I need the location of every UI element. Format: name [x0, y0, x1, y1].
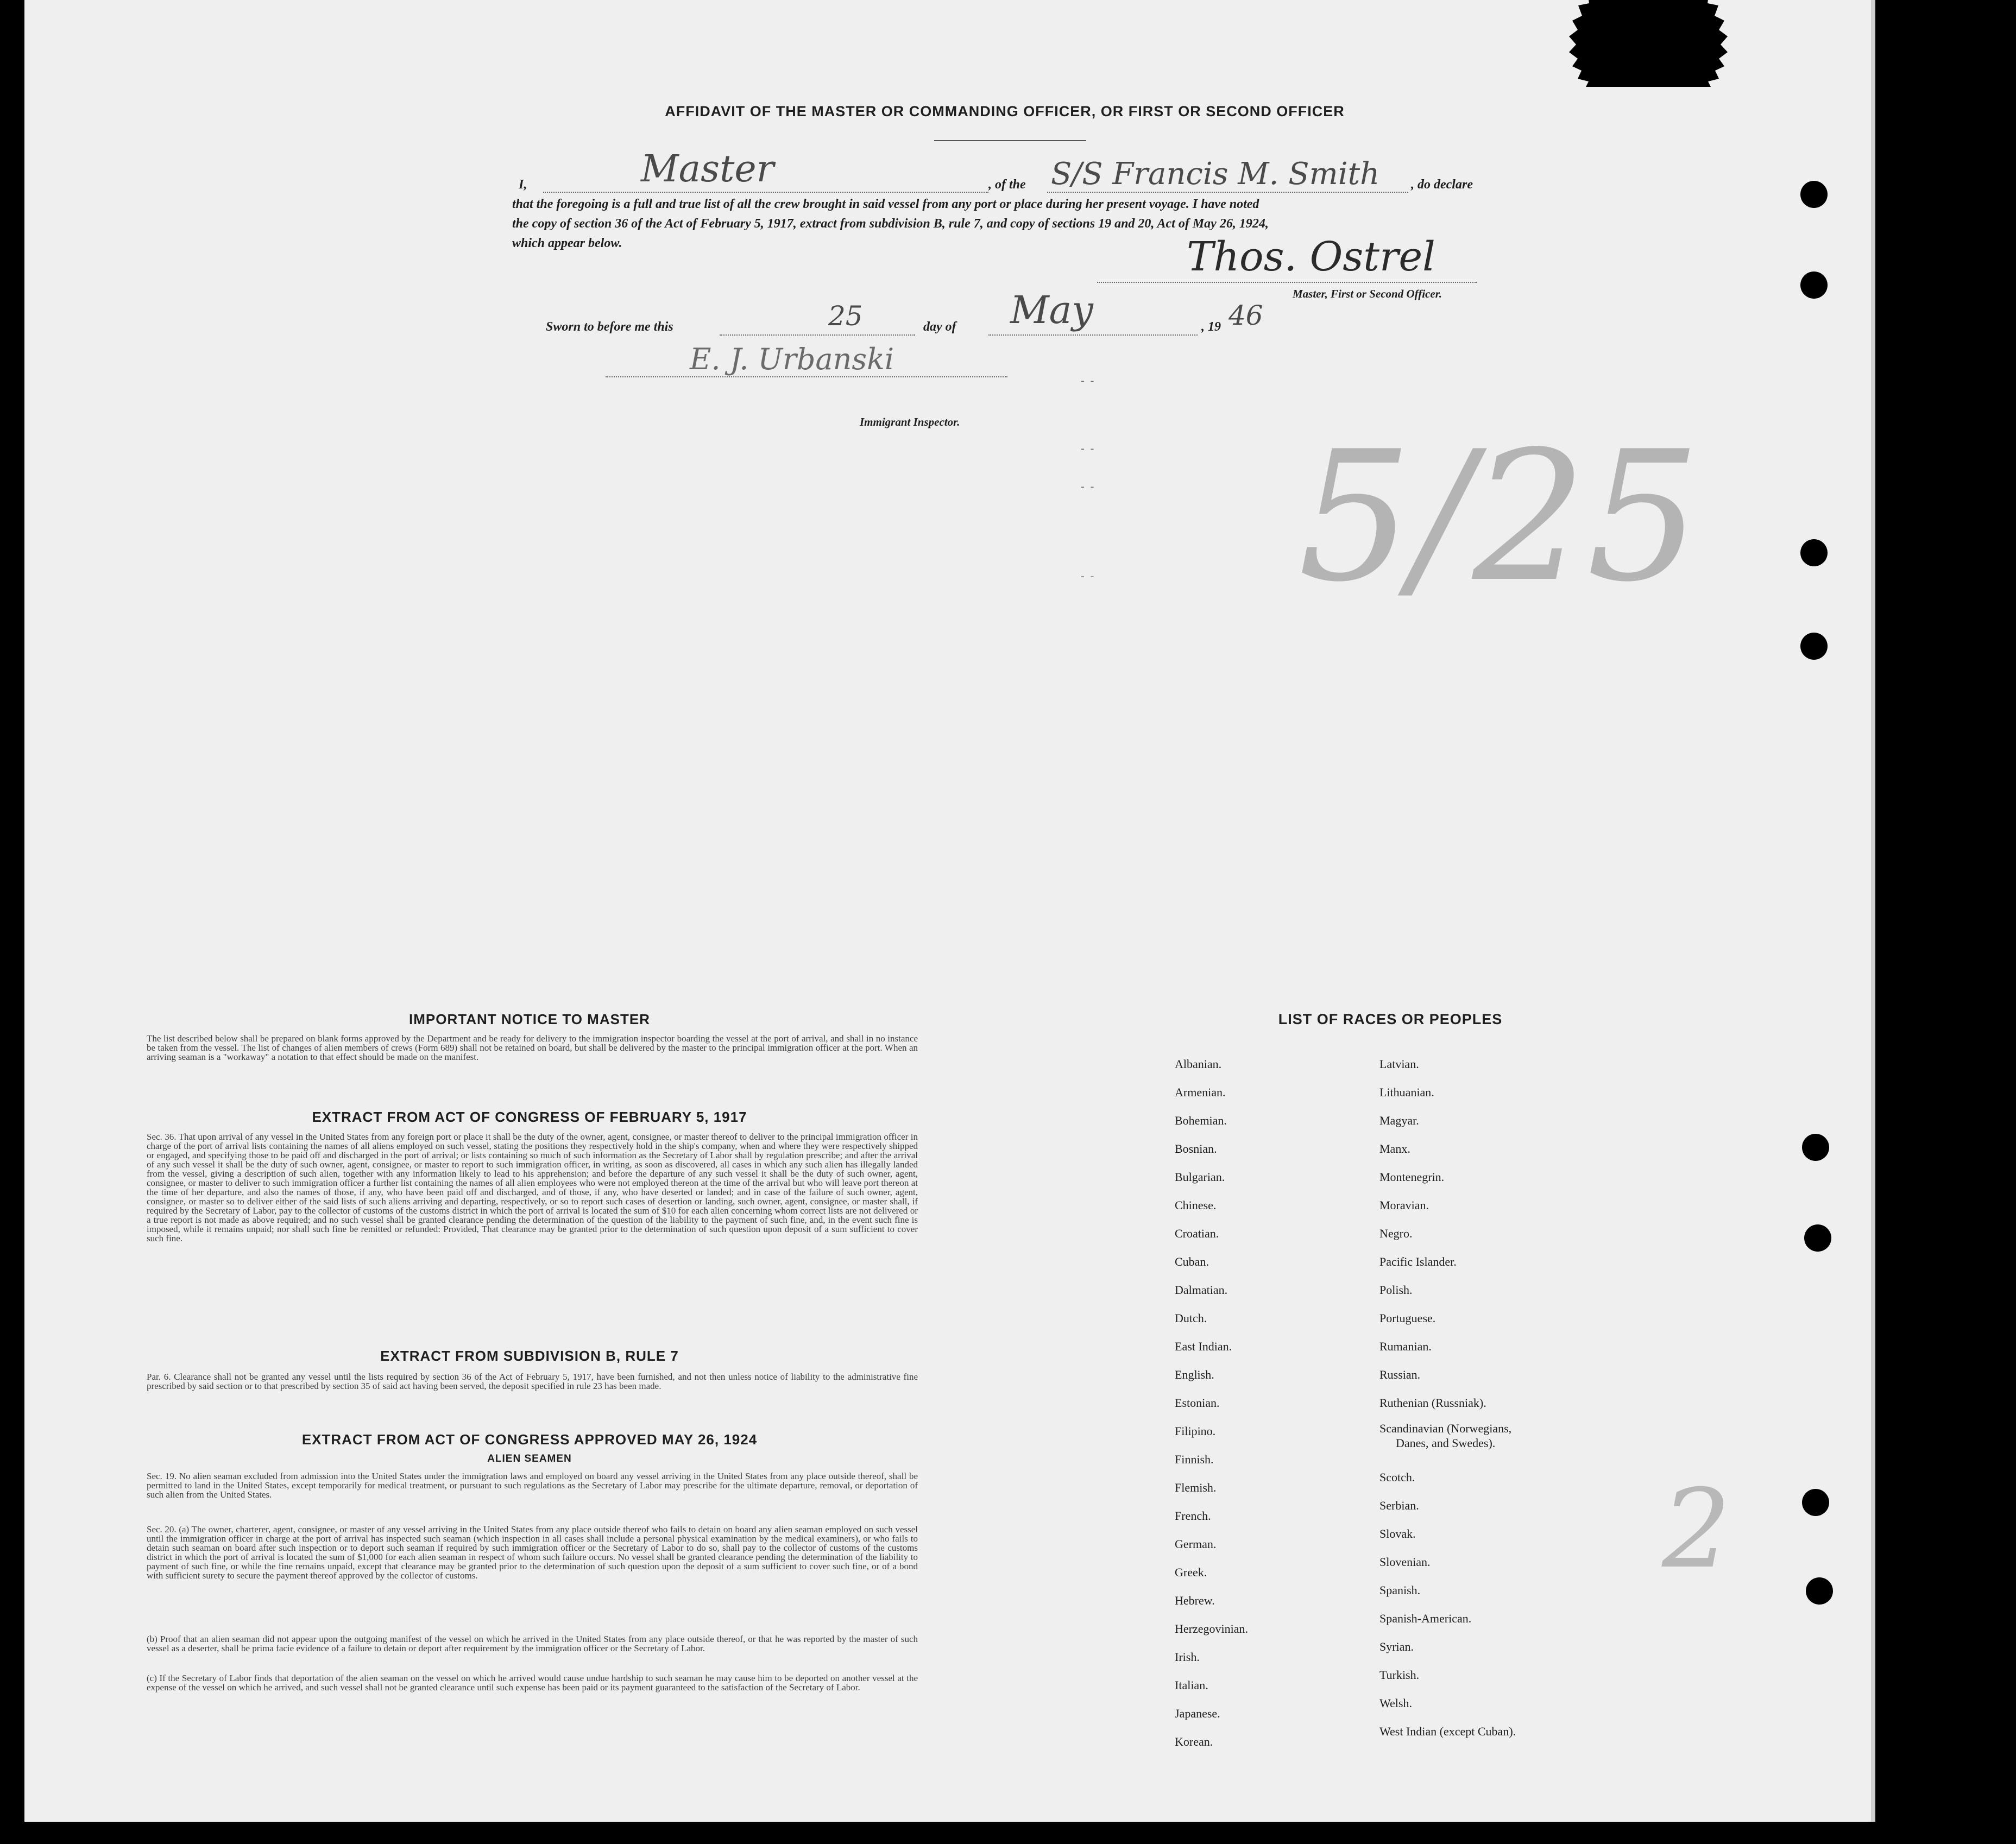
rule-7-title: EXTRACT FROM SUBDIVISION B, RULE 7 [380, 1348, 679, 1364]
act-1924-subtitle: ALIEN SEAMEN [487, 1453, 572, 1464]
race-item: Filipino. [1175, 1424, 1216, 1438]
race-item: Slovenian. [1379, 1555, 1431, 1569]
race-item: East Indian. [1175, 1340, 1232, 1353]
punch-hole [1800, 271, 1828, 299]
handwritten-page-number: 2 [1662, 1466, 1731, 1593]
race-item: Herzegovinian. [1175, 1622, 1248, 1635]
capacity-blank [543, 192, 988, 193]
punch-hole [1802, 1134, 1829, 1161]
sworn-prefix: Sworn to before me this [546, 320, 673, 334]
act-1924-sec20b: (b) Proof that an alien seaman did not appear upon the outgoing manifest of the vessel on which he arrived in the United States from any place outside thereof, or that he was reported by the master of such vessel as a deserter, shall be prima facie evidence of a failure to detain or deport after requirement by the immigration officer or the Secretary of Labor. [147, 1634, 918, 1653]
act-1924-sec20c: (c) If the Secretary of Labor finds that deportation of the alien seaman on the vessel on which he arrived would cause undue hardship to such seaman he may cause him to be deported on another vessel at the expense of the vessel on which he arrived, and such vessel shall not be granted clearance until such expense has been paid or its payment guaranteed to the satisfaction of the Secretary of Labor. [147, 1674, 918, 1693]
capacity-handwritten: Master [641, 148, 774, 191]
race-item: Scotch. [1379, 1470, 1415, 1484]
punch-hole [1800, 181, 1828, 208]
race-item: Croatian. [1175, 1227, 1219, 1240]
handwritten-margin-number: 5/25 [1298, 413, 1701, 621]
punch-hole [1806, 1577, 1833, 1605]
inspector-signature: E. J. Urbanski [690, 342, 894, 376]
month-blank [988, 334, 1198, 336]
race-item-multiline [1379, 1417, 1516, 1463]
race-item: Estonian. [1175, 1396, 1220, 1410]
race-item: Bosnian. [1175, 1142, 1217, 1155]
race-item: Dalmatian. [1175, 1283, 1228, 1297]
race-item: English. [1175, 1368, 1214, 1381]
race-item-line: Scandinavian (Norwegians, [1379, 1422, 1512, 1435]
race-item: Pacific Islander. [1379, 1255, 1457, 1268]
declaration-of-the: , of the [988, 178, 1026, 192]
race-item: Armenian. [1175, 1085, 1226, 1099]
race-item: Polish. [1379, 1283, 1413, 1297]
master-signature: Thos. Ostrel [1187, 233, 1435, 280]
race-item: Cuban. [1175, 1255, 1209, 1268]
punch-hole [1804, 1224, 1831, 1252]
race-item: Finnish. [1175, 1453, 1214, 1466]
declaration-line-4: which appear below. [512, 236, 622, 250]
affidavit-title: AFFIDAVIT OF THE MASTER OR COMMANDING OFFICER, OR FIRST OR SECOND OFFICER [665, 103, 1345, 119]
punch-hole [1800, 539, 1828, 566]
race-item: Portuguese. [1379, 1311, 1436, 1325]
race-item: Spanish. [1379, 1583, 1421, 1597]
race-item: Ruthenian (Russniak). [1379, 1396, 1486, 1410]
race-item: German. [1175, 1537, 1217, 1551]
race-item: West Indian (except Cuban). [1379, 1725, 1516, 1738]
act-1917-title: EXTRACT FROM ACT OF CONGRESS OF FEBRUARY 5, 1917 [312, 1109, 747, 1125]
declaration-line-2: that the foregoing is a full and true list of all the crew brought in said vessel from any port or place during her present voyage. I have noted [512, 197, 1259, 211]
day-handwritten: 25 [828, 300, 863, 332]
race-item: Russian. [1379, 1368, 1421, 1381]
race-item: Latvian. [1379, 1057, 1419, 1071]
race-item: Serbian. [1379, 1499, 1419, 1512]
act-1924-sec19: Sec. 19. No alien seaman excluded from admission into the United States under the immigration laws and employed on board any vessel arriving in the United States from any place outside thereof, shall be permitted to land in the United States, except temporarily for medical treatment, or pursuant to such regulations as the Secretary of Labor may prescribe for the ultimate departure, removal, or deportation of such alien from the United States. [147, 1472, 918, 1500]
stray-marks: - - [1081, 481, 1096, 492]
master-signature-line [1097, 282, 1477, 283]
races-title: LIST OF RACES OR PEOPLES [1278, 1011, 1503, 1027]
race-item: Bulgarian. [1175, 1170, 1225, 1184]
declaration-i: I, [519, 178, 527, 192]
stray-marks: - - [1081, 443, 1096, 454]
race-item: Spanish-American. [1379, 1612, 1472, 1625]
stray-marks: - - [1081, 375, 1096, 387]
day-blank [720, 334, 915, 336]
race-item: Rumanian. [1379, 1340, 1432, 1353]
race-item: Welsh. [1379, 1696, 1412, 1710]
inspector-label: Immigrant Inspector. [860, 415, 960, 428]
race-item: Greek. [1175, 1565, 1207, 1579]
year-handwritten: 46 [1228, 300, 1263, 331]
race-item: Italian. [1175, 1678, 1208, 1692]
act-1924-sec20a: Sec. 20. (a) The owner, charterer, agent, consignee, or master of any vessel arriving in the United States from any place outside thereof who fails to detain on board any alien seaman employed on such vessel until the immigration officer in charge at the port of arrival has inspected such seaman (which inspection in all cases shall include a personal physical examination by the medical examiners), or who fails to detain such seaman on board after such inspection or to deport such seaman if required by such immigration officer or the Secretary of Labor to do so, shall pay to the collector of customs of the customs district in which the port of arrival is located the sum of $1,000 for each alien seaman in respect of whom such failure occurs. No vessel shall be granted clearance pending the determination of the liability to payment of such fine, or while the fine remains unpaid, except that clearance may be granted prior to the determination of such question upon the deposit of a sum sufficient to cover such fine, or of a bond with sufficient surety to secure the payment thereof approved by the collector of customs. [147, 1525, 918, 1581]
race-item: Irish. [1175, 1650, 1200, 1664]
stray-marks: - - [1081, 570, 1096, 582]
notice-title: IMPORTANT NOTICE TO MASTER [409, 1011, 650, 1027]
sworn-day-of: day of [923, 320, 956, 334]
race-item: Negro. [1379, 1227, 1413, 1240]
race-item: French. [1175, 1509, 1211, 1523]
race-item: Korean. [1175, 1735, 1213, 1748]
race-item: Albanian. [1175, 1057, 1222, 1071]
race-item: Moravian. [1379, 1198, 1429, 1212]
race-item: Turkish. [1379, 1668, 1420, 1682]
race-item: Japanese. [1175, 1707, 1220, 1720]
race-item: Montenegrin. [1379, 1170, 1445, 1184]
race-item: Chinese. [1175, 1198, 1217, 1212]
race-item: Syrian. [1379, 1640, 1414, 1653]
race-item: Magyar. [1379, 1114, 1419, 1127]
page-edge-shadow [1871, 0, 1875, 1822]
race-item: Slovak. [1379, 1527, 1416, 1540]
races-left-column [1175, 1050, 1248, 1756]
month-handwritten: May [1010, 288, 1093, 332]
race-item: Dutch. [1175, 1311, 1207, 1325]
races-right-column [1379, 1050, 1516, 1746]
race-item: Hebrew. [1175, 1594, 1215, 1607]
punch-hole [1802, 1489, 1829, 1516]
vessel-handwritten: S/S Francis M. Smith [1051, 156, 1380, 192]
declaration-do-declare: , do declare [1411, 178, 1473, 192]
master-signature-label: Master, First or Second Officer. [1293, 287, 1442, 300]
act-1917-text: Sec. 36. That upon arrival of any vessel in the United States from any foreign port or place it shall be the duty of the owner, agent, consignee, or master thereof to deliver to the principal immigration officer in charge of the port of arrival lists containing the names of all aliens employed on such vessel, stating the positions they respectively hold in the ship's company, when and where they were respectively shipped or engaged, and specifying those to be paid off and discharged in the port of arrival; or lists containing so much of such information as the Secretary of Labor shall by regulation prescribe; and after the arrival of any such vessel it shall be the duty of such owner, agent, consignee, or master to report to such immigration officer, in writing, as soon as discovered, all cases in which any such alien has illegally landed from the vessel, giving a description of such alien, together with any information likely to lead to his apprehension; and before the departure of any such vessel it shall be the duty of such owner, agent, consignee, or master to deliver to such immigration officer a further list containing the names of all alien employees who were not employed thereon at the time of the arrival but who will leave port thereon at the time of her departure, and also the names of those, if any, who have been paid off and discharged, and of those, if any, who have deserted or landed; and in case of the failure of such owner, agent, consignee, or master so to deliver either of the said lists of such aliens arriving and departing, respectively, or so to report such cases of desertion or landing, such owner, agent, consignee, or master shall, if required by the Secretary of Labor, pay to the collector of customs of the customs district in which the port of arrival is located the sum of $10 for each alien concerning whom correct lists are not delivered or a true report is not made as above required; and no such vessel shall be granted clearance pending the determination of the question of the liability to the payment of such fine, and, in the event such fine is imposed, while it remains unpaid; nor shall such fine be remitted or refunded: Provided, That clearance may be granted prior to the determination of such question upon deposit of a sum sufficient to cover such fine. [147, 1132, 918, 1243]
race-item: Manx. [1379, 1142, 1410, 1155]
inspector-signature-line [606, 376, 1007, 377]
punch-hole [1800, 633, 1828, 660]
race-item: Flemish. [1175, 1481, 1217, 1494]
notary-seal [1559, 0, 1738, 87]
rule-7-text: Par. 6. Clearance shall not be granted any vessel until the lists required by section 36 of the Act of February 5, 1917, have been furnished, and not then unless notice of liability to the administrative fine prescribed by said section or to that prescribed by section 35 of said act having been served, the deposit specified in rule 23 has been made. [147, 1372, 918, 1391]
vessel-blank [1047, 192, 1408, 193]
race-item: Bohemian. [1175, 1114, 1227, 1127]
title-rule [934, 140, 1086, 141]
sworn-year-prefix: , 19 [1201, 320, 1221, 334]
act-1924-title: EXTRACT FROM ACT OF CONGRESS APPROVED MAY 26, 1924 [301, 1431, 758, 1448]
notice-text: The list described below shall be prepared on blank forms approved by the Department and be ready for delivery to the immigration inspector boarding the vessel at the port of arrival, and shall in no instance be taken from the vessel. The list of changes of alien members of crews (Form 689) shall not be retained on board, but shall be delivered by the master to the principal immigration officer at the port. When an arriving seaman is a "workaway" a notation to that effect should be made on the manifest. [147, 1034, 918, 1062]
declaration-line-3: the copy of section 36 of the Act of February 5, 1917, extract from subdivision B, rule 7, and copy of sections 19 and 20, Act of May 26, 1924, [512, 217, 1269, 231]
race-item: Lithuanian. [1379, 1085, 1434, 1099]
race-item-line: Danes, and Swedes). [1396, 1436, 1496, 1450]
